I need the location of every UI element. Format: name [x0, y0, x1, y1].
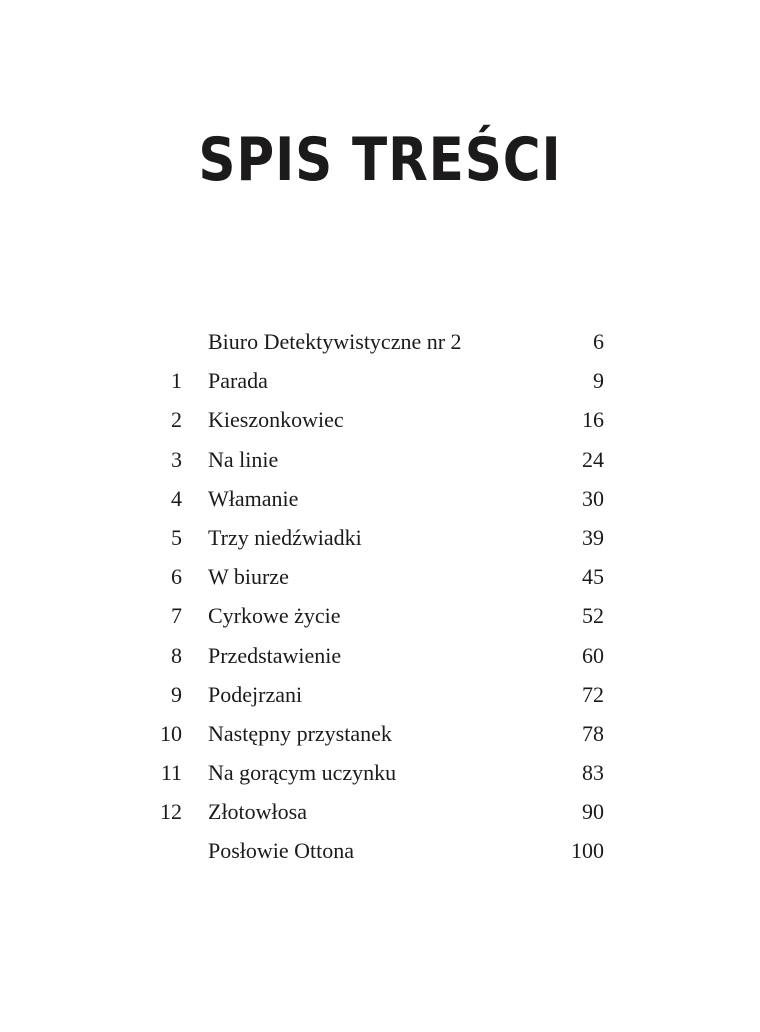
- page-number: 72: [582, 681, 604, 707]
- toc-entry: [150, 596, 604, 635]
- toc-entry: [150, 557, 604, 596]
- chapter-title: Cyrkowe życie: [208, 603, 341, 629]
- chapter-title: Biuro Detektywistyczne nr 2: [208, 329, 462, 354]
- page-number: 9: [593, 368, 604, 394]
- chapter-number: 7: [171, 603, 182, 629]
- chapter-number: 2: [171, 407, 182, 433]
- chapter-number: 9: [171, 681, 182, 707]
- toc-entry: [150, 753, 604, 792]
- toc-entry: [150, 675, 604, 714]
- chapter-title: Trzy niedźwiadki: [208, 524, 362, 550]
- toc-entry: [150, 714, 604, 753]
- chapter-title: Na gorącym uczynku: [208, 760, 397, 786]
- chapter-title: Na linie: [208, 446, 279, 472]
- chapter-title: Złotowłosa: [208, 799, 307, 825]
- toc-entry: [150, 636, 604, 675]
- chapter-number: 4: [171, 485, 182, 511]
- toc-entry: [150, 400, 604, 439]
- chapter-number: 1: [171, 368, 182, 394]
- page-number: 100: [571, 838, 604, 864]
- page-number: 90: [582, 799, 604, 825]
- chapter-title: Następny przystanek: [208, 720, 392, 746]
- chapter-number: 8: [171, 642, 182, 668]
- page-number: 16: [582, 407, 604, 433]
- toc-entry: [150, 479, 604, 518]
- page-number: 39: [582, 524, 604, 550]
- chapter-title: Parada: [208, 368, 268, 394]
- toc-entry: [150, 361, 604, 400]
- page-number: 83: [582, 760, 604, 786]
- chapter-title: Kieszonkowiec: [208, 407, 344, 433]
- toc-entry: [150, 518, 604, 557]
- chapter-title: Posłowie Ottona: [208, 838, 355, 864]
- chapter-number: 5: [171, 524, 182, 550]
- page-number: 60: [582, 642, 604, 668]
- page-number: 24: [582, 446, 604, 472]
- toc-entry: [150, 792, 604, 831]
- table-of-contents: [150, 322, 604, 871]
- toc-entry: [150, 440, 604, 479]
- chapter-title: Przedstawienie: [208, 642, 342, 668]
- page-title: SPIS TREŚCI: [198, 125, 562, 195]
- toc-entry: [150, 322, 604, 361]
- chapter-title: W biurze: [208, 564, 289, 590]
- chapter-number: 11: [160, 760, 182, 786]
- chapter-number: 3: [171, 446, 182, 472]
- page-number: 6: [593, 329, 604, 354]
- toc-entry: [150, 831, 604, 870]
- chapter-title: Włamanie: [208, 485, 299, 511]
- chapter-number: 6: [171, 564, 182, 590]
- page-number: 45: [582, 564, 604, 590]
- chapter-title: Podejrzani: [208, 681, 303, 707]
- page-number: 30: [582, 485, 604, 511]
- page-number: 78: [582, 720, 604, 746]
- chapter-number: 10: [160, 720, 182, 746]
- page-number: 52: [582, 603, 604, 629]
- chapter-number: 12: [160, 799, 182, 825]
